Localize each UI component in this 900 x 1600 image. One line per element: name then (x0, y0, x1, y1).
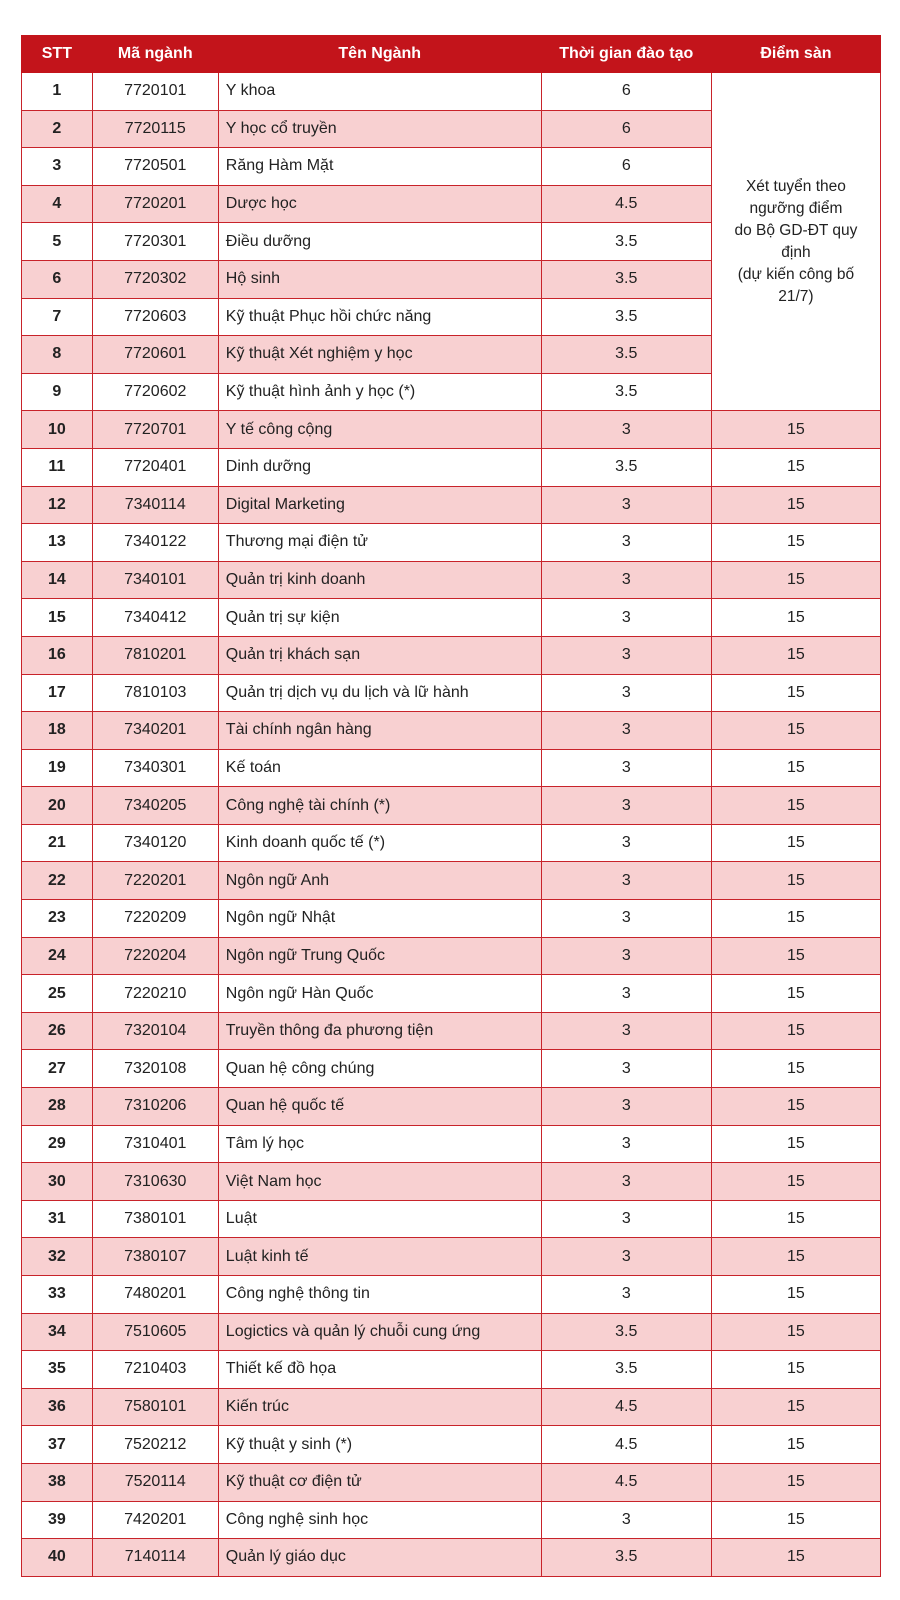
row-major-code: 7340412 (92, 599, 218, 637)
table-row (22, 900, 881, 938)
row-min-score: 15 (711, 749, 880, 787)
row-stt: 24 (22, 937, 93, 975)
row-stt: 26 (22, 1012, 93, 1050)
row-major-name: Tài chính ngân hàng (218, 712, 541, 750)
row-major-code: 7340101 (92, 561, 218, 599)
row-stt: 29 (22, 1125, 93, 1163)
row-stt: 25 (22, 975, 93, 1013)
row-major-name: Công nghệ thông tin (218, 1276, 541, 1314)
row-major-name: Luật kinh tế (218, 1238, 541, 1276)
row-training-years: 6 (541, 148, 711, 186)
table-row (22, 524, 881, 562)
row-stt: 13 (22, 524, 93, 562)
row-major-name: Digital Marketing (218, 486, 541, 524)
row-major-name: Quản trị khách sạn (218, 636, 541, 674)
row-major-code: 7720501 (92, 148, 218, 186)
row-min-score: 15 (711, 1351, 880, 1389)
row-training-years: 3 (541, 1050, 711, 1088)
row-stt: 39 (22, 1501, 93, 1539)
row-stt: 10 (22, 411, 93, 449)
row-training-years: 3 (541, 599, 711, 637)
row-major-code: 7480201 (92, 1276, 218, 1314)
row-stt: 19 (22, 749, 93, 787)
header-name: Tên Ngành (218, 36, 541, 73)
table-row (22, 1276, 881, 1314)
row-training-years: 3 (541, 636, 711, 674)
row-stt: 34 (22, 1313, 93, 1351)
row-stt: 8 (22, 336, 93, 374)
table-row (22, 561, 881, 599)
row-major-code: 7220209 (92, 900, 218, 938)
row-major-code: 7220201 (92, 862, 218, 900)
table-row (22, 1426, 881, 1464)
score-note-line: ngưỡng điểm (749, 199, 843, 217)
row-major-name: Kỹ thuật hình ảnh y học (*) (218, 373, 541, 411)
row-min-score: 15 (711, 1313, 880, 1351)
row-training-years: 3 (541, 824, 711, 862)
row-training-years: 3 (541, 787, 711, 825)
row-stt: 4 (22, 185, 93, 223)
score-note-line: do Bộ GD-ĐT quy (734, 221, 858, 239)
row-training-years: 3.5 (541, 1313, 711, 1351)
row-major-code: 7380101 (92, 1200, 218, 1238)
row-major-name: Y học cổ truyền (218, 110, 541, 148)
row-major-code: 7220210 (92, 975, 218, 1013)
table-row (22, 448, 881, 486)
table-row (22, 1050, 881, 1088)
row-min-score: 15 (711, 561, 880, 599)
row-training-years: 3.5 (541, 448, 711, 486)
row-stt: 15 (22, 599, 93, 637)
row-major-code: 7510605 (92, 1313, 218, 1351)
row-training-years: 3 (541, 900, 711, 938)
table-row (22, 824, 881, 862)
row-stt: 20 (22, 787, 93, 825)
row-training-years: 3.5 (541, 373, 711, 411)
row-major-name: Công nghệ tài chính (*) (218, 787, 541, 825)
row-major-name: Kiến trúc (218, 1388, 541, 1426)
row-training-years: 3 (541, 862, 711, 900)
row-major-code: 7520114 (92, 1463, 218, 1501)
row-min-score: 15 (711, 1463, 880, 1501)
table-row (22, 1238, 881, 1276)
row-major-name: Kinh doanh quốc tế (*) (218, 824, 541, 862)
row-training-years: 3.5 (541, 223, 711, 261)
row-min-score: 15 (711, 1539, 880, 1577)
row-min-score: 15 (711, 1388, 880, 1426)
row-training-years: 3 (541, 1088, 711, 1126)
row-major-name: Ngôn ngữ Anh (218, 862, 541, 900)
row-training-years: 4.5 (541, 1388, 711, 1426)
row-min-score: 15 (711, 1238, 880, 1276)
row-major-name: Ngôn ngữ Trung Quốc (218, 937, 541, 975)
row-major-name: Kế toán (218, 749, 541, 787)
table-row (22, 1200, 881, 1238)
row-stt: 30 (22, 1163, 93, 1201)
row-major-code: 7720115 (92, 110, 218, 148)
row-major-code: 7810201 (92, 636, 218, 674)
row-min-score: 15 (711, 900, 880, 938)
row-major-name: Quản trị kinh doanh (218, 561, 541, 599)
table-header-row (22, 36, 881, 73)
row-training-years: 3 (541, 411, 711, 449)
table-row (22, 486, 881, 524)
row-major-code: 7310206 (92, 1088, 218, 1126)
table-row (22, 636, 881, 674)
table-row (22, 975, 881, 1013)
row-min-score: 15 (711, 787, 880, 825)
row-training-years: 3 (541, 524, 711, 562)
table-row (22, 1012, 881, 1050)
row-major-name: Logictics và quản lý chuỗi cung ứng (218, 1313, 541, 1351)
row-major-name: Luật (218, 1200, 541, 1238)
row-stt: 35 (22, 1351, 93, 1389)
row-stt: 38 (22, 1463, 93, 1501)
row-major-code: 7520212 (92, 1426, 218, 1464)
table-row (22, 1388, 881, 1426)
row-major-name: Quản trị dịch vụ du lịch và lữ hành (218, 674, 541, 712)
row-training-years: 3.5 (541, 1351, 711, 1389)
row-stt: 21 (22, 824, 93, 862)
table-body (22, 73, 881, 1577)
table-row (22, 937, 881, 975)
row-training-years: 3.5 (541, 1539, 711, 1577)
row-training-years: 6 (541, 110, 711, 148)
row-stt: 6 (22, 260, 93, 298)
row-training-years: 3 (541, 674, 711, 712)
row-min-score: 15 (711, 824, 880, 862)
row-major-name: Thương mại điện tử (218, 524, 541, 562)
row-major-code: 7210403 (92, 1351, 218, 1389)
table-row (22, 787, 881, 825)
row-min-score: 15 (711, 1426, 880, 1464)
row-min-score: 15 (711, 1050, 880, 1088)
table-row (22, 1351, 881, 1389)
row-major-name: Y tế công cộng (218, 411, 541, 449)
row-stt: 7 (22, 298, 93, 336)
row-major-code: 7580101 (92, 1388, 218, 1426)
row-min-score: 15 (711, 1163, 880, 1201)
row-major-code: 7810103 (92, 674, 218, 712)
row-min-score: 15 (711, 599, 880, 637)
table-row (22, 1125, 881, 1163)
admissions-table-container (21, 35, 881, 1577)
row-major-name: Hộ sinh (218, 260, 541, 298)
row-major-code: 7140114 (92, 1539, 218, 1577)
row-min-score: 15 (711, 1125, 880, 1163)
row-stt: 37 (22, 1426, 93, 1464)
row-stt: 5 (22, 223, 93, 261)
row-major-code: 7720302 (92, 260, 218, 298)
row-training-years: 3 (541, 937, 711, 975)
row-major-name: Tâm lý học (218, 1125, 541, 1163)
row-major-code: 7310401 (92, 1125, 218, 1163)
header-stt: STT (22, 36, 93, 73)
row-major-code: 7310630 (92, 1163, 218, 1201)
row-training-years: 4.5 (541, 1463, 711, 1501)
row-training-years: 3.5 (541, 336, 711, 374)
row-major-code: 7340201 (92, 712, 218, 750)
row-major-code: 7720602 (92, 373, 218, 411)
row-major-name: Việt Nam học (218, 1163, 541, 1201)
table-row (22, 1501, 881, 1539)
row-stt: 2 (22, 110, 93, 148)
row-training-years: 3 (541, 561, 711, 599)
row-major-name: Công nghệ sinh học (218, 1501, 541, 1539)
row-min-score: 15 (711, 712, 880, 750)
row-stt: 22 (22, 862, 93, 900)
table-row (22, 712, 881, 750)
row-major-code: 7220204 (92, 937, 218, 975)
admissions-table (21, 35, 881, 1577)
row-major-code: 7340205 (92, 787, 218, 825)
row-major-name: Dược học (218, 185, 541, 223)
row-min-score: 15 (711, 975, 880, 1013)
row-major-code: 7340122 (92, 524, 218, 562)
row-training-years: 3 (541, 1238, 711, 1276)
row-major-code: 7340120 (92, 824, 218, 862)
row-stt: 17 (22, 674, 93, 712)
row-stt: 36 (22, 1388, 93, 1426)
row-training-years: 3 (541, 486, 711, 524)
table-row (22, 1163, 881, 1201)
table-row (22, 411, 881, 449)
row-training-years: 3 (541, 975, 711, 1013)
row-major-name: Ngôn ngữ Nhật (218, 900, 541, 938)
row-training-years: 4.5 (541, 185, 711, 223)
row-major-code: 7720401 (92, 448, 218, 486)
row-training-years: 3 (541, 1501, 711, 1539)
row-min-score: 15 (711, 1012, 880, 1050)
row-stt: 12 (22, 486, 93, 524)
row-major-name: Quan hệ quốc tế (218, 1088, 541, 1126)
row-major-code: 7380107 (92, 1238, 218, 1276)
row-major-name: Kỹ thuật Xét nghiệm y học (218, 336, 541, 374)
row-stt: 40 (22, 1539, 93, 1577)
row-major-name: Truyền thông đa phương tiện (218, 1012, 541, 1050)
row-major-code: 7320108 (92, 1050, 218, 1088)
row-stt: 11 (22, 448, 93, 486)
row-min-score: 15 (711, 411, 880, 449)
table-row (22, 1539, 881, 1577)
row-min-score: 15 (711, 448, 880, 486)
row-training-years: 6 (541, 73, 711, 111)
row-major-code: 7720101 (92, 73, 218, 111)
row-major-name: Kỹ thuật y sinh (*) (218, 1426, 541, 1464)
row-stt: 27 (22, 1050, 93, 1088)
row-training-years: 3.5 (541, 298, 711, 336)
table-row (22, 862, 881, 900)
row-stt: 32 (22, 1238, 93, 1276)
score-note-line: định (781, 243, 811, 261)
header-score: Điểm sàn (711, 36, 880, 73)
row-major-code: 7340114 (92, 486, 218, 524)
row-stt: 3 (22, 148, 93, 186)
row-major-code: 7420201 (92, 1501, 218, 1539)
row-major-name: Kỹ thuật cơ điện tử (218, 1463, 541, 1501)
row-min-score: 15 (711, 636, 880, 674)
table-row (22, 749, 881, 787)
row-stt: 23 (22, 900, 93, 938)
row-stt: 1 (22, 73, 93, 111)
table-row (22, 1313, 881, 1351)
merged-score-note (711, 73, 880, 411)
row-stt: 16 (22, 636, 93, 674)
row-major-name: Điều dưỡng (218, 223, 541, 261)
table-row (22, 674, 881, 712)
row-training-years: 3 (541, 1276, 711, 1314)
row-major-name: Thiết kế đồ họa (218, 1351, 541, 1389)
score-note-line: Xét tuyển theo (745, 177, 846, 195)
header-code: Mã ngành (92, 36, 218, 73)
row-major-name: Dinh dưỡng (218, 448, 541, 486)
score-note-line: (dự kiến công bố (737, 265, 855, 283)
row-major-code: 7320104 (92, 1012, 218, 1050)
table-row (22, 73, 881, 111)
row-min-score: 15 (711, 1200, 880, 1238)
row-stt: 28 (22, 1088, 93, 1126)
row-major-code: 7720601 (92, 336, 218, 374)
row-major-code: 7720603 (92, 298, 218, 336)
row-major-name: Quan hệ công chúng (218, 1050, 541, 1088)
row-major-code: 7720301 (92, 223, 218, 261)
row-min-score: 15 (711, 1088, 880, 1126)
row-min-score: 15 (711, 674, 880, 712)
row-min-score: 15 (711, 486, 880, 524)
row-min-score: 15 (711, 1501, 880, 1539)
row-min-score: 15 (711, 1276, 880, 1314)
row-min-score: 15 (711, 937, 880, 975)
row-major-code: 7340301 (92, 749, 218, 787)
header-years: Thời gian đào tạo (541, 36, 711, 73)
row-min-score: 15 (711, 524, 880, 562)
row-major-name: Quản trị sự kiện (218, 599, 541, 637)
row-major-name: Quản lý giáo dục (218, 1539, 541, 1577)
row-training-years: 3 (541, 1163, 711, 1201)
row-major-name: Ngôn ngữ Hàn Quốc (218, 975, 541, 1013)
table-row (22, 1088, 881, 1126)
table-row (22, 1463, 881, 1501)
row-training-years: 3 (541, 1012, 711, 1050)
row-stt: 31 (22, 1200, 93, 1238)
row-major-name: Y khoa (218, 73, 541, 111)
row-stt: 14 (22, 561, 93, 599)
row-major-code: 7720701 (92, 411, 218, 449)
row-major-code: 7720201 (92, 185, 218, 223)
table-row (22, 599, 881, 637)
row-training-years: 3.5 (541, 260, 711, 298)
row-training-years: 4.5 (541, 1426, 711, 1464)
row-training-years: 3 (541, 749, 711, 787)
row-training-years: 3 (541, 712, 711, 750)
row-stt: 33 (22, 1276, 93, 1314)
row-training-years: 3 (541, 1200, 711, 1238)
row-stt: 18 (22, 712, 93, 750)
row-stt: 9 (22, 373, 93, 411)
score-note-line: 21/7) (778, 287, 814, 305)
row-training-years: 3 (541, 1125, 711, 1163)
row-major-name: Kỹ thuật Phục hồi chức năng (218, 298, 541, 336)
row-major-name: Răng Hàm Mặt (218, 148, 541, 186)
row-min-score: 15 (711, 862, 880, 900)
